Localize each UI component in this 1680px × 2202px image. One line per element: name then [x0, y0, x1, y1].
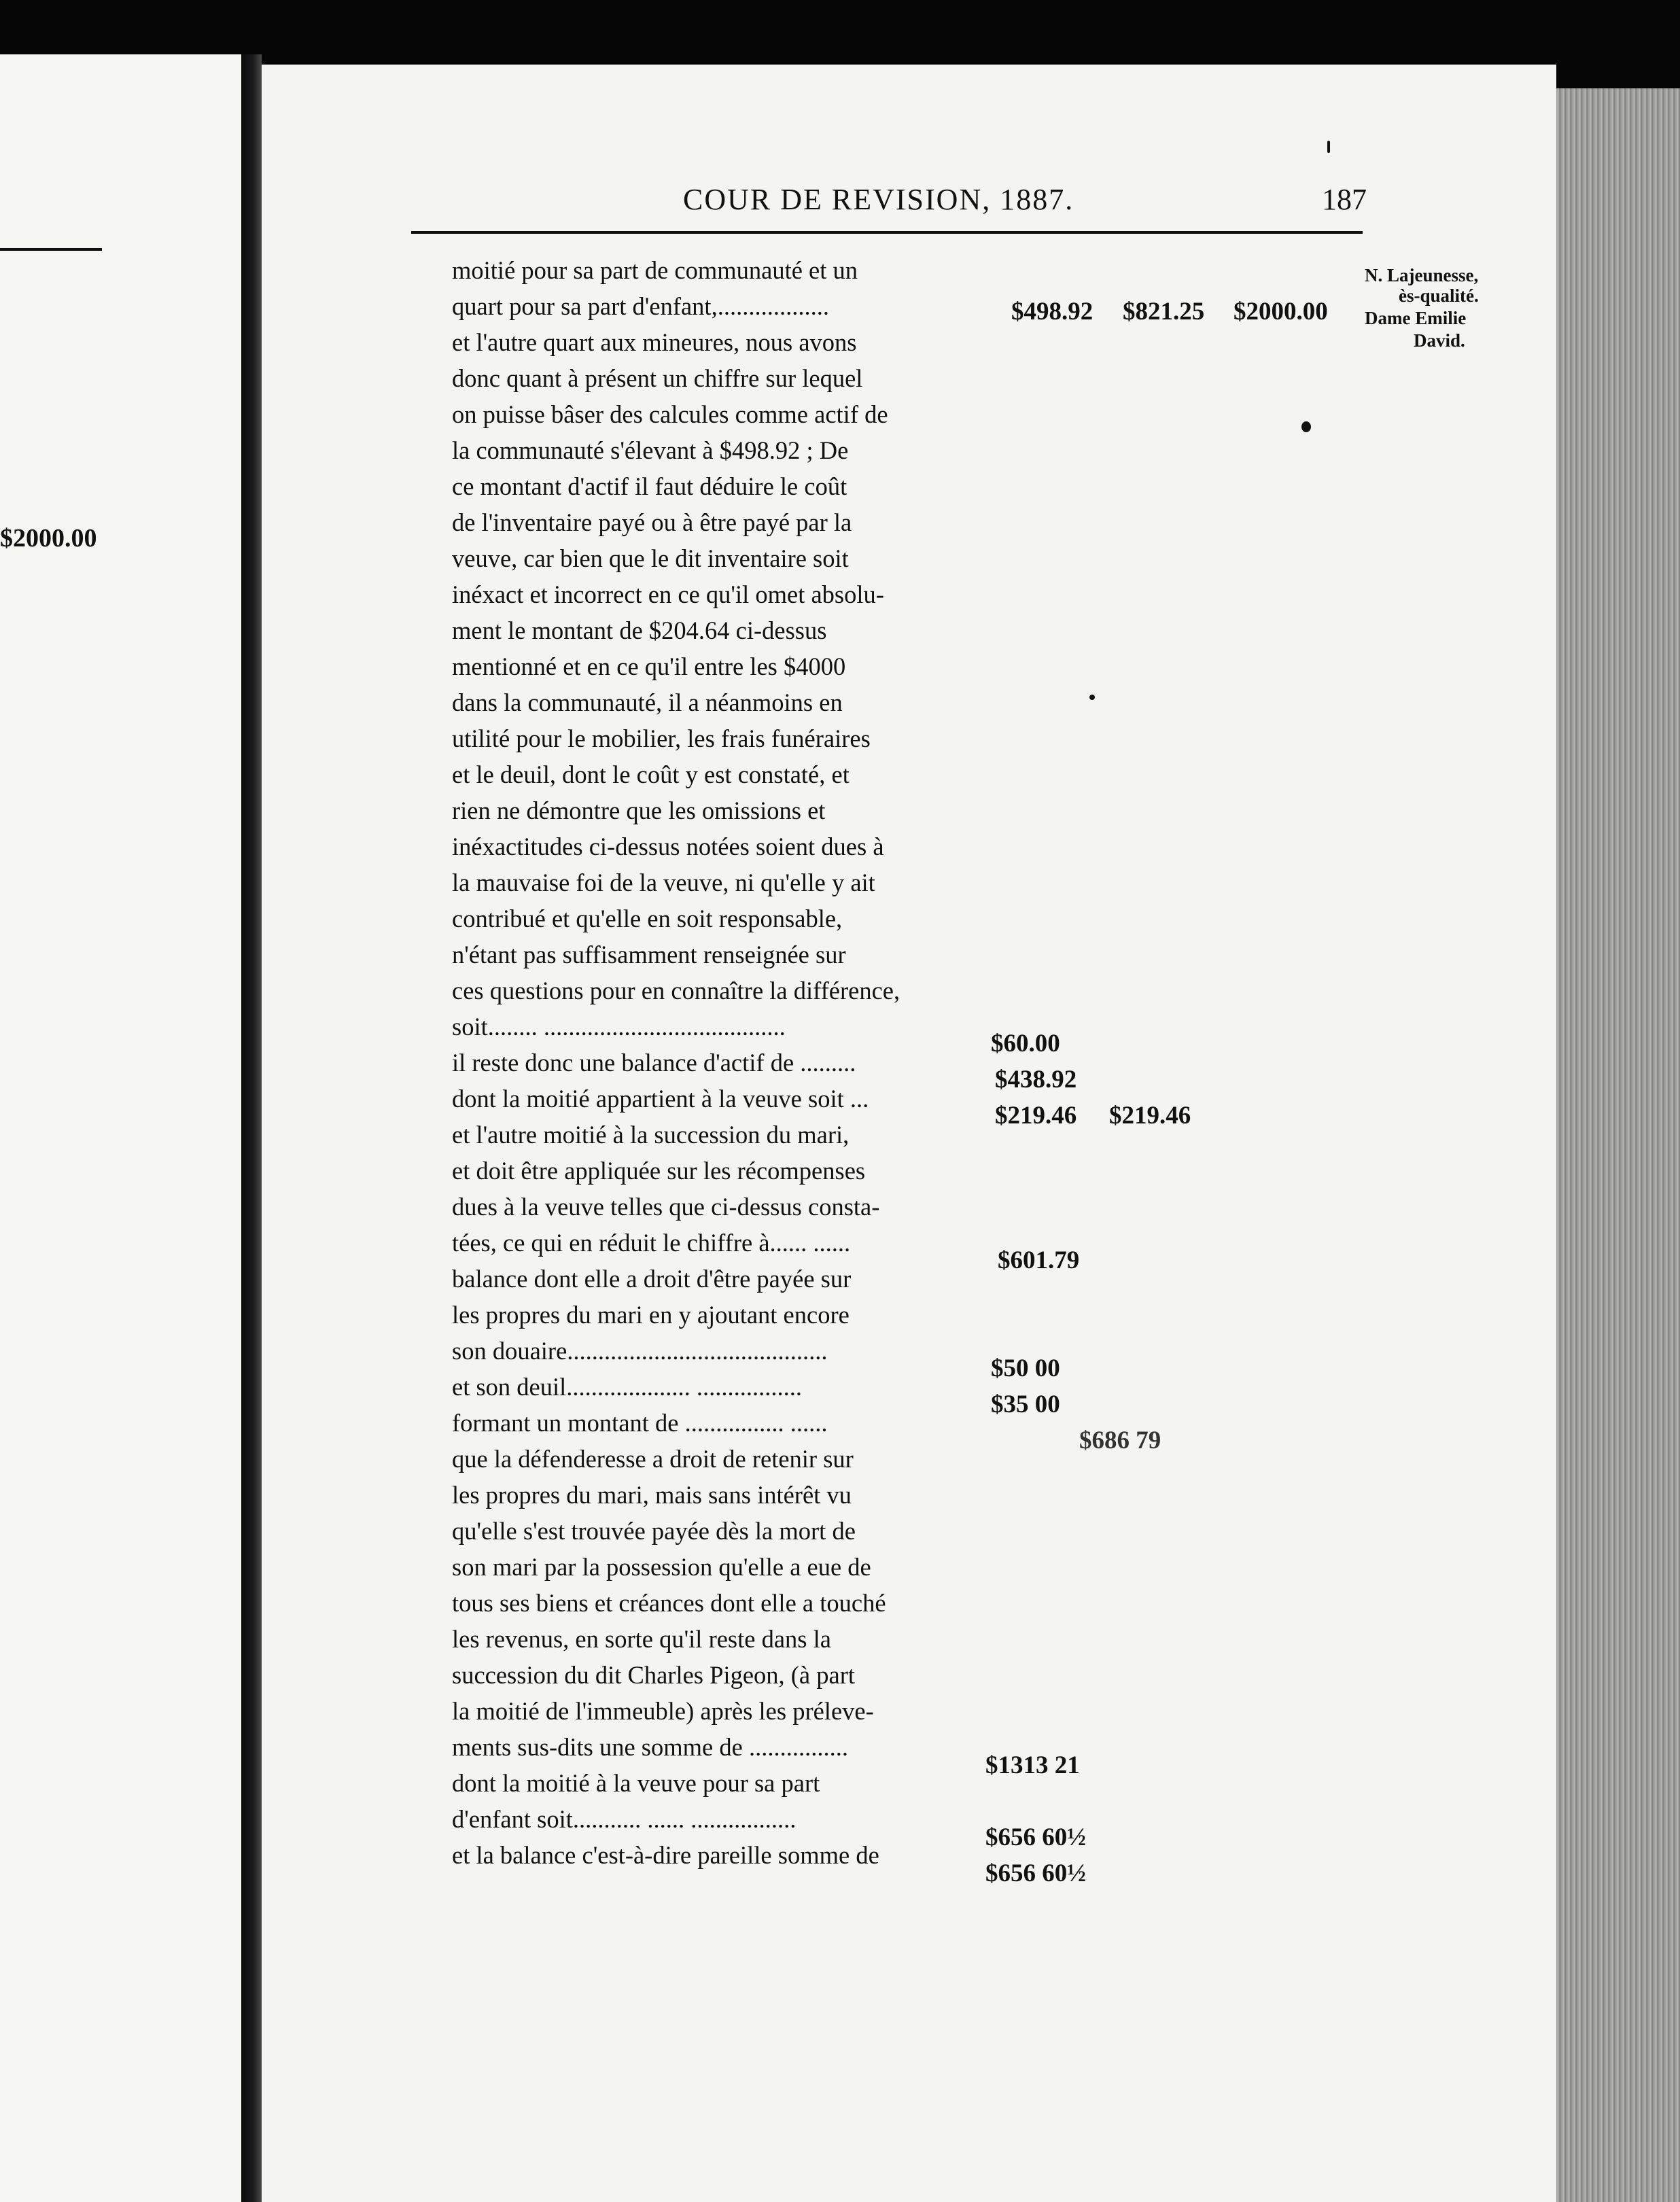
text-line: et l'autre quart aux mineures, nous avons — [452, 328, 857, 356]
amount-communaute: $498.92 — [1011, 298, 1093, 326]
text-line: soit........ ....................................... — [452, 1013, 786, 1041]
text-line: et son deuil.................... ................. — [452, 1373, 803, 1401]
amount-chiffre-reduit: $601.79 — [998, 1246, 1080, 1274]
text-line: balance dont elle a droit d'être payée sur — [452, 1265, 852, 1293]
text-line: inéxactitudes ci-dessus notées soient dues à — [452, 833, 884, 860]
amount-soit: $60.00 — [991, 1030, 1060, 1058]
left-page-amount: $2000.00 — [0, 524, 97, 553]
text-line: les propres du mari en y ajoutant encore — [452, 1301, 850, 1329]
text-line: qu'elle s'est trouvée payée dès la mort de — [452, 1517, 856, 1545]
text-line: on puisse bâser des calcules comme actif de — [452, 400, 888, 428]
amount-deuil: $35 00 — [991, 1391, 1060, 1418]
text-line: son douaire.......................................... — [452, 1337, 828, 1365]
text-line: il reste donc une balance d'actif de ......... — [452, 1049, 856, 1077]
margin-note-line-1: N. Lajeunesse, — [1365, 265, 1479, 285]
book-gutter — [241, 54, 262, 2202]
text-line: et doit être appliquée sur les récompenses — [452, 1157, 866, 1185]
ink-speck — [1301, 421, 1311, 432]
text-line: dans la communauté, il a néanmoins en — [452, 688, 843, 716]
text-line: dont la moitié à la veuve pour sa part — [452, 1769, 820, 1797]
text-line: n'étant pas suffisamment renseignée sur — [452, 941, 846, 968]
text-line: d'enfant soit........... ...... ................. — [452, 1805, 797, 1833]
text-line: les propres du mari, mais sans intérêt vu — [452, 1481, 852, 1509]
amount-somme: $1313 21 — [985, 1751, 1080, 1779]
amount-moitie-succession: $219.46 — [1109, 1102, 1191, 1130]
text-line: ces questions pour en connaître la différence, — [452, 977, 900, 1004]
text-line: tées, ce qui en réduit le chiffre à...... ...... — [452, 1229, 851, 1257]
ink-speck — [1089, 695, 1095, 700]
body-text — [452, 256, 968, 1900]
text-line: de l'inventaire payé ou à être payé par la — [452, 508, 852, 536]
amount-part-enfant: $656 60½ — [985, 1823, 1086, 1851]
text-line: les revenus, en sorte qu'il reste dans la — [452, 1625, 831, 1653]
text-line: ce montant d'actif il faut déduire le coût — [452, 472, 847, 500]
text-line: son mari par la possession qu'elle a eue de — [452, 1553, 871, 1581]
text-line: rien ne démontre que les omissions et — [452, 797, 826, 824]
text-line: dont la moitié appartient à la veuve soit ... — [452, 1085, 869, 1113]
text-line: mentionné et en ce qu'il entre les $4000 — [452, 652, 846, 680]
text-line: et la balance c'est-à-dire pareille somme de — [452, 1841, 879, 1869]
text-line: et le deuil, dont le coût y est constaté, et — [452, 761, 850, 788]
text-line: moitié pour sa part de communauté et un — [452, 256, 858, 284]
left-facing-page — [0, 54, 243, 2202]
text-line: ment le montant de $204.64 ci-dessus — [452, 616, 827, 644]
margin-note-line-4: David. — [1414, 330, 1465, 351]
text-line: succession du dit Charles Pigeon, (à part — [452, 1661, 856, 1689]
header-rule — [411, 231, 1363, 234]
amount-douaire: $50 00 — [991, 1355, 1060, 1382]
text-line: donc quant à présent un chiffre sur lequel — [452, 364, 863, 392]
amount-balance-pareille: $656 60½ — [985, 1859, 1086, 1887]
text-line: et l'autre moitié à la succession du mari, — [452, 1121, 850, 1149]
page-edges — [1556, 88, 1680, 2202]
ink-speck — [1327, 141, 1330, 153]
text-line: veuve, car bien que le dit inventaire soit — [452, 544, 849, 572]
amount-moitie-veuve: $219.46 — [995, 1102, 1077, 1130]
text-line: dues à la veuve telles que ci-dessus consta- — [452, 1193, 880, 1221]
text-line: tous ses biens et créances dont elle a touché — [452, 1589, 886, 1617]
left-page-rule — [0, 248, 102, 251]
text-line: ments sus-dits une somme de ................ — [452, 1733, 848, 1761]
running-header-title: COUR DE REVISION, 1887. — [683, 183, 1074, 216]
margin-note-line-2: ès-qualité. — [1399, 285, 1479, 306]
text-line: que la défenderesse a droit de retenir sur — [452, 1445, 854, 1473]
amount-montant: $686 79 — [1079, 1427, 1161, 1454]
text-line: la mauvaise foi de la veuve, ni qu'elle y ait — [452, 869, 875, 896]
text-line: contribué et qu'elle en soit responsable, — [452, 905, 843, 932]
text-line: quart pour sa part d'enfant,.................. — [452, 292, 829, 320]
text-line: la communauté s'élevant à $498.92 ; De — [452, 436, 849, 464]
text-line: inéxact et incorrect en ce qu'il omet absolu- — [452, 580, 884, 608]
amount-second: $821.25 — [1123, 298, 1205, 326]
amount-balance-actif: $438.92 — [995, 1066, 1077, 1094]
amount-third: $2000.00 — [1233, 298, 1328, 326]
page-number: 187 — [1322, 183, 1367, 216]
margin-note-line-3: Dame Emilie — [1365, 308, 1467, 328]
text-line: utilité pour le mobilier, les frais funéraires — [452, 724, 871, 752]
text-line: formant un montant de ................ ...... — [452, 1409, 828, 1437]
text-line: la moitié de l'immeuble) après les préleve- — [452, 1697, 874, 1725]
